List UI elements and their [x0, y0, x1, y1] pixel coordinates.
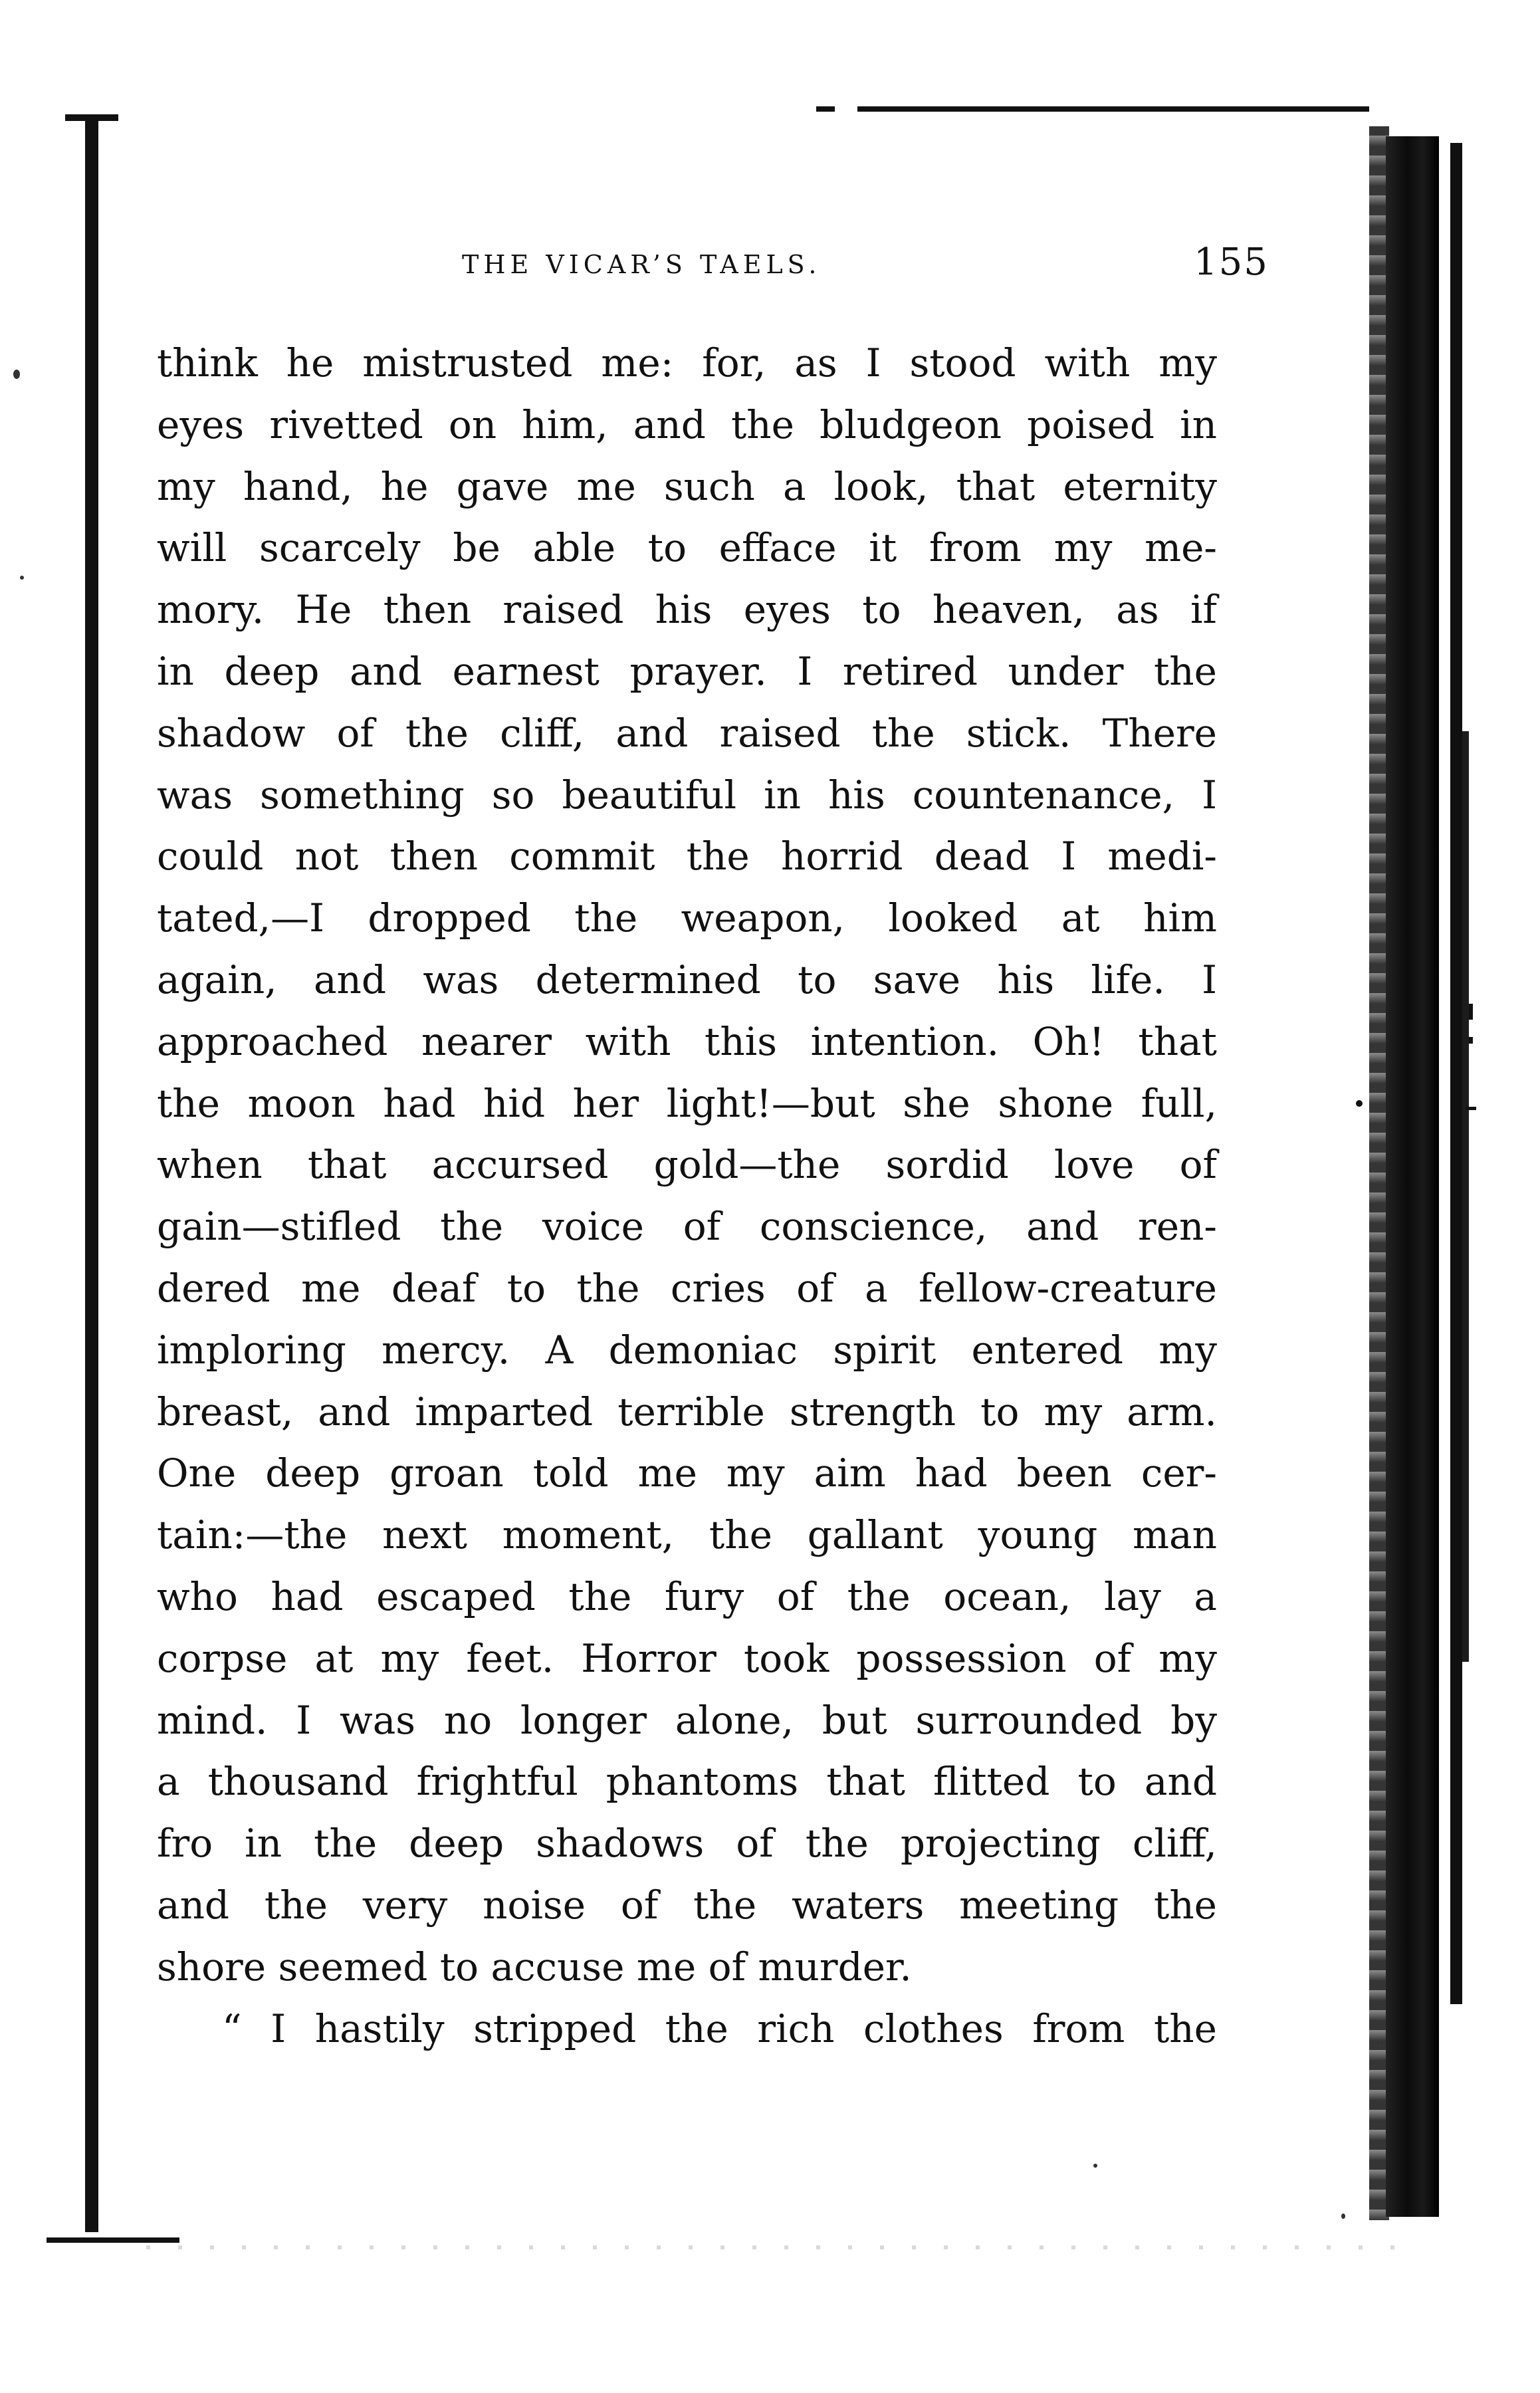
bottom-edge-specks: [146, 2245, 1409, 2249]
text-line: gain—stifled the voice of conscience, and ren-: [157, 1204, 1217, 1250]
text-line: my hand, he gave me such a look, that eternity: [157, 463, 1217, 509]
right-outer-bar-secondary: [1462, 731, 1469, 1662]
text-line: shadow of the cliff, and raised the stick. There: [157, 710, 1217, 756]
top-rule-dash: [816, 106, 835, 112]
margin-speck: [1093, 2164, 1097, 2168]
text-line: corpse at my feet. Horror took possession of my: [157, 1635, 1217, 1681]
text-line: eyes rivetted on him, and the bludgeon poised in: [157, 401, 1217, 447]
text-line: think he mistrusted me: for, as I stood with my: [157, 340, 1217, 386]
right-outer-bar: [1450, 143, 1462, 2004]
text-line: and the very noise of the waters meeting the: [157, 1882, 1217, 1928]
margin-speck: [20, 576, 24, 580]
text-line: dered me deaf to the cries of a fellow-creature: [157, 1265, 1217, 1311]
text-line: could not then commit the horrid dead I medi-: [157, 834, 1217, 879]
text-line: was something so beautiful in his countenance, I: [157, 772, 1217, 818]
top-rule: [857, 106, 1369, 112]
text-line: who had escaped the fury of the ocean, lay a: [157, 1573, 1217, 1619]
text-line: approached nearer with this intention. Oh! that: [157, 1018, 1217, 1064]
margin-mark: [1469, 1004, 1473, 1020]
text-line: fro in the deep shadows of the projecting cliff,: [157, 1821, 1217, 1867]
body-text: [157, 332, 1217, 2059]
left-binding-rule-bottom: [47, 2237, 179, 2243]
left-binding-rule: [85, 118, 98, 2232]
margin-speck: [1341, 2214, 1345, 2219]
margin-mark: [1356, 1100, 1363, 1107]
text-line-paragraph-start: “ I hastily stripped the rich clothes from the: [222, 2005, 1217, 2051]
page-number: 155: [1194, 241, 1269, 284]
text-line: mory. He then raised his eyes to heaven, as if: [157, 587, 1217, 633]
text-line-paragraph-end: shore seemed to accuse me of murder.: [157, 1944, 912, 1990]
text-line: tain:—the next moment, the gallant young man: [157, 1512, 1217, 1558]
text-line: again, and was determined to save his life. I: [157, 957, 1217, 1002]
text-line: tated,—I dropped the weapon, looked at him: [157, 895, 1217, 941]
text-line: imploring mercy. A demoniac spirit entered my: [157, 1327, 1217, 1373]
text-line: in deep and earnest prayer. I retired under the: [157, 648, 1217, 694]
margin-mark: [1469, 1037, 1473, 1044]
text-line: mind. I was no longer alone, but surrounded by: [157, 1697, 1217, 1743]
margin-speck: [13, 370, 20, 379]
text-line: when that accursed gold—the sordid love of: [157, 1142, 1217, 1188]
right-binding-edge: [1386, 136, 1439, 2217]
text-line: the moon had hid her light!—but she shone full,: [157, 1080, 1217, 1126]
margin-mark: [1466, 1107, 1476, 1110]
text-line: breast, and imparted terrible strength to my arm.: [157, 1389, 1217, 1434]
running-head: THE VICAR’S TAELS.: [462, 250, 822, 279]
text-line: will scarcely be able to efface it from my me-: [157, 525, 1217, 571]
text-line: One deep groan told me my aim had been cer-: [157, 1450, 1217, 1496]
text-line: a thousand frightful phantoms that flitted to and: [157, 1759, 1217, 1805]
